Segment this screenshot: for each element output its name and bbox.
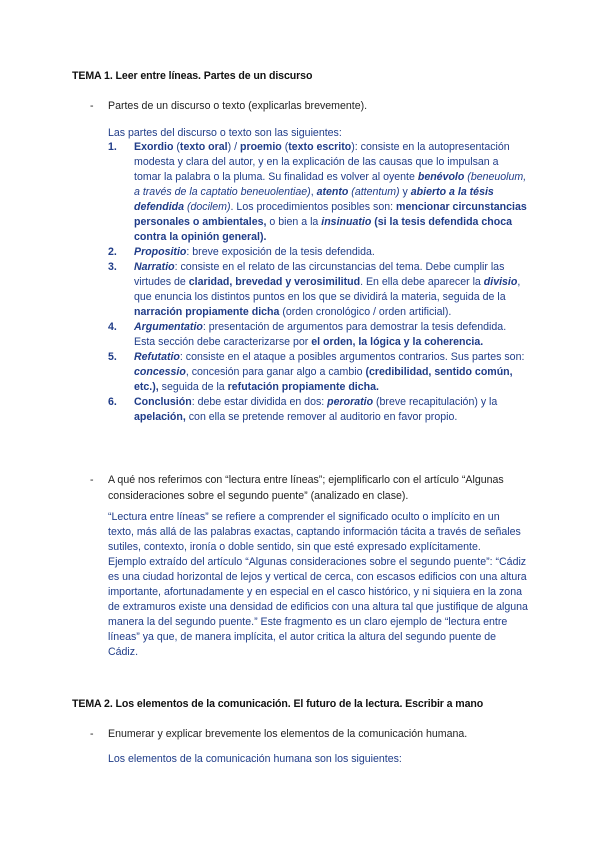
answer-definition: “Lectura entre líneas” se refiere a comprender el significado oculto o implícito en un texto, más allá de las palabras exactas, captando información tácita a través de señales sutiles, contexto, ironía o doble sentido, sin que esté expresado explícitamente.	[108, 511, 521, 553]
question-text: A qué nos referimos con “lectura entre líneas”; ejemplificarlo con el artículo “Algunas consideraciones sobre el segundo puente” (analizado en clase).	[108, 474, 504, 502]
list-item-number: 5.	[108, 351, 117, 363]
list-item-text-segment: divisio	[483, 276, 518, 288]
list-item-text-segment: claridad, brevedad y verosimilitud	[188, 276, 361, 288]
list-item	[108, 140, 528, 245]
list-item-text-segment: insinuatio	[321, 216, 372, 228]
list-item-text-segment: y	[399, 186, 411, 198]
list-item-text-segment: : debe estar dividida en dos:	[191, 396, 328, 408]
list-item-text-segment: . En ella debe aparecer la	[360, 276, 484, 288]
list-item-text-segment: (attentum)	[348, 186, 400, 198]
list-item-text-segment: (credibilidad, sentido común, etc.),	[134, 366, 513, 393]
list-item-text-segment: texto oral	[179, 141, 228, 153]
tema2-heading: TEMA 2. Los elementos de la comunicación. El futuro de la lectura. Escribir a mano	[72, 698, 484, 710]
list-item-text-segment: : consiste en el relato de las circunstancias del tema. Debe cumplir las virtudes de	[134, 261, 505, 288]
list-item-text-segment: benévolo	[417, 171, 465, 183]
list-item-text-segment: refutación propiamente dicha.	[227, 381, 379, 393]
list-item	[108, 320, 528, 350]
list-item-text-segment: (orden cronológico / orden artificial).	[279, 306, 452, 318]
tema1-heading: TEMA 1. Leer entre líneas. Partes de un discurso	[72, 70, 313, 82]
list-item-text-segment: proemio	[239, 141, 282, 153]
tema2-answer-1-intro: Los elementos de la comunicación humana son los siguientes:	[108, 753, 402, 765]
list-item-text-segment: (docilem)	[184, 201, 231, 213]
bullet-dash: -	[90, 728, 94, 740]
list-item-text-segment: apelación,	[134, 411, 186, 423]
question-text: Enumerar y explicar brevemente los elementos de la comunicación humana.	[108, 728, 468, 740]
tema1-answer-2	[108, 510, 528, 660]
list-item-text-segment: (beneuolum, a través de la captatio beneuolentiae)	[134, 171, 527, 198]
list-item-text-segment: el orden, la lógica y la coherencia.	[311, 336, 484, 348]
question-text: Partes de un discurso o texto (explicarlas brevemente).	[108, 100, 368, 112]
list-item-text-segment: seguida de la	[158, 381, 228, 393]
list-item-text-segment: narración propiamente dicha	[134, 306, 280, 318]
list-item-text-segment: . Los procedimientos posibles son:	[230, 201, 397, 213]
list-item-text-segment: peroratio	[327, 396, 374, 408]
list-item-text-segment: : consiste en el ataque a posibles argumentos contrarios. Sus partes son:	[179, 351, 525, 363]
list-item-text-segment: Refutatio	[134, 351, 180, 363]
list-item-text-segment: , concesión para ganar algo a cambio	[185, 366, 366, 378]
list-item-text-segment: atento	[316, 186, 349, 198]
list-item-text-segment: concessio	[134, 366, 186, 378]
list-item-text-segment: (breve recapitulación) y la	[373, 396, 498, 408]
list-item-text-segment: mencionar circunstancias personales o ambientales,	[134, 201, 527, 228]
list-item-text-segment: abierto a la tésis defendida	[134, 186, 494, 213]
list-item-text-segment: Exordio	[134, 141, 174, 153]
bullet-dash: -	[90, 474, 94, 486]
answer-example: Ejemplo extraído del artículo “Algunas consideraciones sobre el segundo puente”: “Cádiz es una ciudad horizontal de lejos y vertical de cerca, con escasos edificios con una altura importante, afortunadamente y en especial en el casco histórico, y ni siquiera en la zona de extramuros existe una densidad de edificios con una altura tal que justifique de alguna manera la del segundo puente.” Este fragmento es un claro ejemplo de “lectura entre líneas” ya que, de manera implícita, el autor critica la altura del segundo puente de Cádiz.	[108, 556, 528, 658]
discourse-parts-list	[108, 140, 528, 425]
list-item-number: 6.	[108, 396, 117, 408]
list-item-text-segment: : breve exposición de la tesis defendida.	[186, 246, 375, 258]
list-item-text-segment: con ella se pretende remover al auditorio en favor propio.	[185, 411, 458, 423]
list-item-text-segment: ): consiste en la autopresentación modesta y clara del autor, y en la explicación de las causas que lo impulsan a tomar la palabra o la pluma. Su finalidad es volver al oyente	[134, 141, 510, 183]
list-item-text-segment: ,	[310, 186, 317, 198]
list-item-number: 4.	[108, 321, 117, 333]
list-item-text-segment: : presentación de argumentos para demostrar la tesis defendida. Esta sección debe caracterizarse por	[134, 321, 507, 348]
list-item-text-segment: Argumentatio	[134, 321, 203, 333]
list-item-text-segment: texto escrito	[288, 141, 352, 153]
list-item	[108, 395, 528, 425]
list-item	[108, 245, 528, 260]
tema1-answer-1-intro: Las partes del discurso o texto son las siguientes:	[108, 127, 342, 139]
list-item-number: 2.	[108, 246, 117, 258]
list-item-text-segment: (si la tesis defendida choca contra la opinión general).	[134, 216, 513, 243]
list-item-number: 3.	[108, 261, 117, 273]
list-item	[108, 260, 528, 320]
list-item-text-segment: ) /	[227, 141, 240, 153]
list-item-number: 1.	[108, 141, 117, 153]
list-item	[108, 350, 528, 395]
list-item-text-segment: (	[173, 141, 180, 153]
list-item-text-segment: , que enuncia los distintos puntos en los que se dividirá la materia, seguida de la	[134, 276, 521, 303]
list-item-text-segment: (	[281, 141, 289, 153]
bullet-dash: -	[90, 100, 94, 112]
list-item-text-segment: Narratio	[134, 261, 175, 273]
list-item-text-segment: Propositio	[134, 246, 187, 258]
list-item-text-segment: o bien a la	[266, 216, 322, 228]
list-item-text-segment: Conclusión	[134, 396, 192, 408]
